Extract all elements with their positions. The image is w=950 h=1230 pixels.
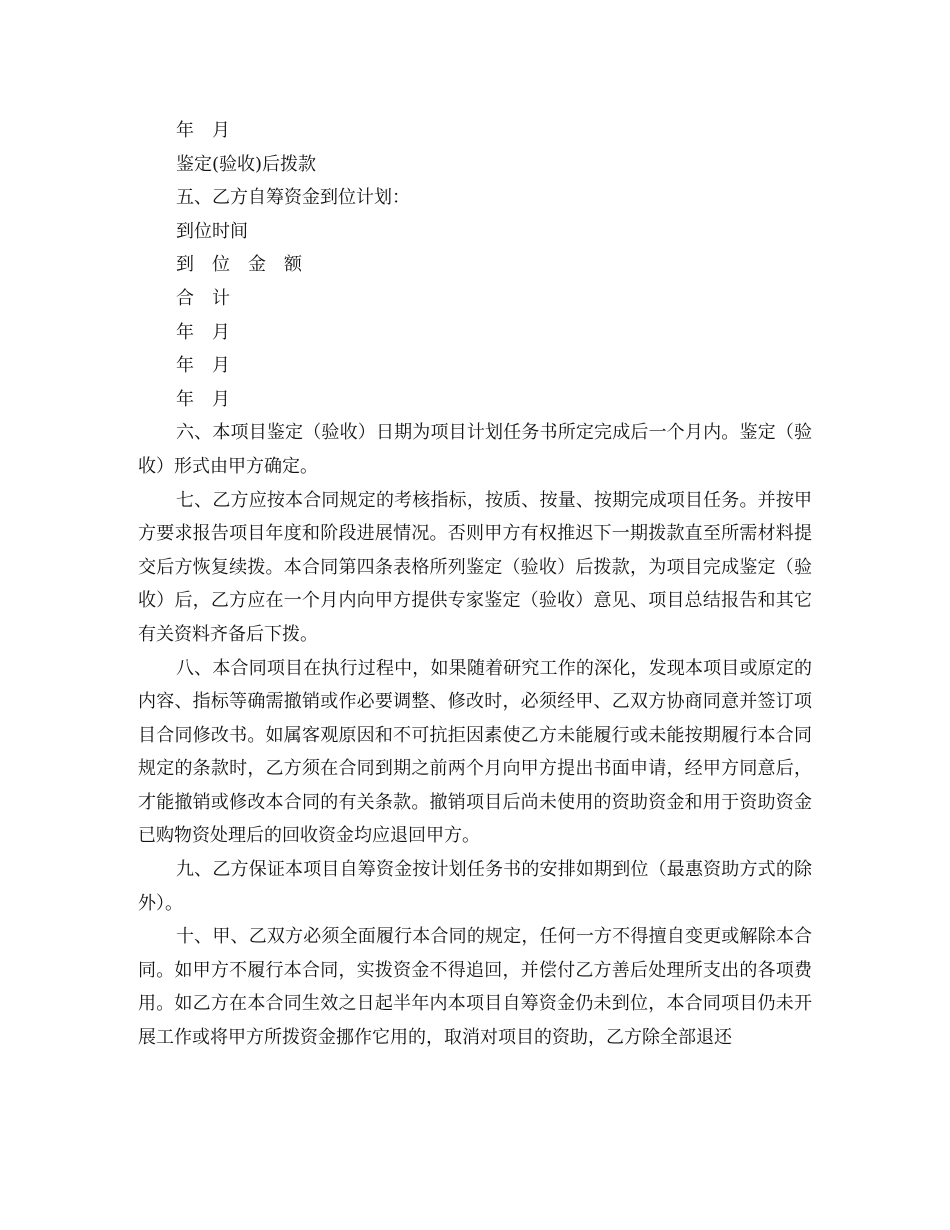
- paragraph-section-six: 六、本项目鉴定（验收）日期为项目计划任务书所定完成后一个月内。鉴定（验收）形式由甲方确定。: [138, 422, 812, 477]
- line-section-five-heading: 五、乙方自筹资金到位计划：: [176, 187, 410, 209]
- line-arrival-time: 到位时间: [176, 220, 248, 242]
- document-body: [138, 114, 812, 1055]
- line-arrival-amount: 到 位 金 额: [176, 254, 302, 276]
- paragraph-section-ten: 十、甲、乙双方必须全面履行本合同的规定，任何一方不得擅自变更或解除本合同。如甲方不履行本合同，实拨资金不得追回，并偿付乙方善后处理所支出的各项费用。如乙方在本合同生效之日起半年内本项目自筹资金仍未到位，本合同项目仍未开展工作或将甲方所拨资金挪作它用的，取消对项目的资助，乙方除全部退还: [138, 926, 812, 1049]
- line-total: 合 计: [176, 287, 230, 309]
- paragraph-section-seven: 七、乙方应按本合同规定的考核指标，按质、按量、按期完成项目任务。并按甲方要求报告项目年度和阶段进展情况。否则甲方有权推迟下一期拨款直至所需材料提交后方恢复续拨。本合同第四条表格所列鉴定（验收）后拨款，为项目完成鉴定（验收）后，乙方应在一个月内向甲方提供专家鉴定（验收）意见、项目总结报告和其它有关资料齐备后下拨。: [138, 489, 812, 645]
- line-payment-after-appraisal: 鉴定(验收)后拨款: [176, 153, 317, 175]
- paragraph-section-nine: 九、乙方保证本项目自筹资金按计划任务书的安排如期到位（最惠资助方式的除外）。: [138, 859, 812, 914]
- line-year-month-4: 年 月: [176, 388, 230, 410]
- line-year-month-2: 年 月: [176, 321, 230, 343]
- line-year-month-1: 年 月: [176, 120, 230, 141]
- paragraph-section-eight: 八、本合同项目在执行过程中，如果随着研究工作的深化，发现本项目或原定的内容、指标等确需撤销或作必要调整、修改时，必须经甲、乙双方协商同意并签订项目合同修改书。如属客观原因和不可抗拒因素使乙方未能履行或未能按期履行本合同规定的条款时，乙方须在合同到期之前两个月向甲方提出书面申请，经甲方同意后，才能撤销或修改本合同的有关条款。撤销项目后尚未使用的资助资金和用于资助资金已购物资处理后的回收资金均应退回甲方。: [138, 657, 812, 847]
- line-year-month-3: 年 月: [176, 355, 230, 377]
